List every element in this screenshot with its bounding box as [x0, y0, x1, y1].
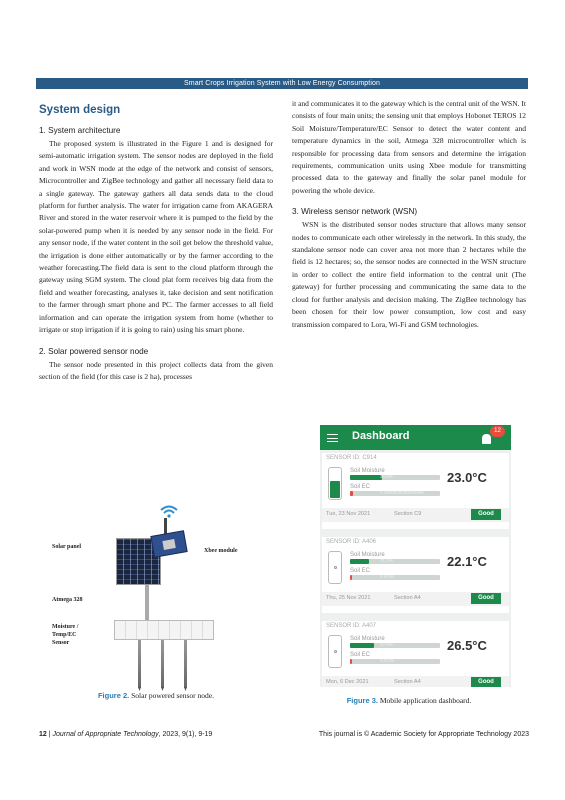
page-number: 12 [39, 731, 47, 738]
moisture-bar-fill [350, 475, 382, 480]
menu-icon[interactable] [327, 434, 338, 442]
sensor-probe [184, 640, 187, 688]
subsection-title-architecture: 1. System architecture [39, 126, 121, 135]
label-solar-panel: Solar panel [52, 544, 82, 550]
sensor-id: SENSOR ID: A407 [326, 623, 377, 629]
ec-label: Soil EC [350, 568, 371, 574]
sensor-probe [138, 640, 141, 688]
ec-label: Soil EC [350, 484, 371, 490]
wifi-icon [158, 504, 180, 520]
tank-fill [330, 481, 340, 498]
sensor-card-list [320, 450, 511, 687]
section-title: System design [39, 104, 121, 116]
card-footer [322, 592, 509, 606]
figure-3-app-screenshot [320, 425, 511, 687]
ec-value: 3.3745 [380, 658, 394, 663]
status-button[interactable]: Good [471, 593, 501, 604]
moisture-label: Soil Moisture [350, 552, 385, 558]
water-tank-gauge [328, 467, 342, 500]
water-tank-gauge [328, 635, 342, 668]
moisture-bar [350, 559, 440, 564]
ec-bar [350, 491, 440, 496]
ec-value: 3.5745 [380, 574, 394, 579]
sensor-probe [161, 640, 164, 688]
subsection-title-sensor-node: 2. Solar powered sensor node [39, 346, 149, 356]
journal-name: Journal of Appropriate Technology [52, 731, 159, 738]
reading-date: Tue, 23 Nov 2021 [326, 511, 371, 517]
subsection-title-wsn: 3. Wireless sensor network (WSN) [292, 207, 418, 217]
mount-pole [145, 585, 149, 620]
figure-2-number: Figure 2. [97, 691, 130, 700]
sensor-card[interactable] [322, 537, 509, 613]
sensor-card[interactable] [322, 621, 509, 687]
sensor-id: SENSOR ID: C914 [326, 455, 377, 461]
right-column [292, 98, 526, 331]
figure-3-number: Figure 3. [346, 696, 378, 705]
notification-badge: 12 [490, 426, 505, 437]
water-tank-gauge [328, 551, 342, 584]
label-moisture-1: Moisture / [52, 624, 79, 630]
temperature-reading: 23.0°C [447, 470, 487, 485]
paragraph-sensor-node: The sensor node presented in this project collects data from the given section of the field (for this case is 2 ha), processes [39, 359, 273, 381]
running-header: Smart Crops Irrigation System with Low Energy Consumption [36, 78, 528, 89]
moisture-bar-fill [350, 559, 369, 564]
paragraph-architecture: The proposed system is illustrated in the Figure 1 and is designed for semi-automatic irrigation system. The sensor nodes are deployed in the field and work in WSN mode at the edge of the network and consist of sensors, Microcontroller and ZigBee technology and gather all necessary field data to a single gateway. The gateway gathers all data sends data to the cloud platform for further analysis. The water for irrigation came from AKAGERA River and stored in the water reservoir where it is pumped to the field by the solar-powered pump when it is needed by any sensor node in the field. For any sensor node, if the water content in the soil get below the threshold value, the irrigation is done either automatically or by the farmer according to the weather forecasting.The field data is sent to the cloud platform through the gateway using SGM system. The cloud plat form receives big data from the field and weather forecasting, analyses it, take decision and sent notification to the farmer through smart phone and PC. The farmer accesses to all field information and can operate the irrigation system from home (whether to irrigate or stop irrigation if it is going to rain) using his smart phone. [39, 139, 273, 335]
temperature-reading: 26.5°C [447, 638, 487, 653]
moisture-value: 36.5% [380, 474, 393, 479]
paragraph-wsn: WSN is the distributed sensor nodes structure that allows many sensor nodes to communicate each other wirelessly in the network. In this study, the standalone sensor node can cover area not more than 2 hectares while the field is 12 hectares; so, the sensor nodes are connected in the WSN structure in order to collect the entire field information to the central unit (The gateway) for further processing and communicating the same data to the cloud for further analysis and decision making. The ZigBee technology has been chosen for their low power consumption, low cost and easy transmission compared to Lora, Wi-Fi and GSM technologies. [292, 220, 526, 329]
card-footer [322, 508, 509, 522]
app-bar [320, 425, 511, 450]
moisture-bar-fill [350, 643, 374, 648]
figure-3-caption [292, 696, 526, 705]
paragraph-sensor-node-continued: it and communicates it to the gateway which is the central unit of the WSN. It consists of four main units; the sensing unit that employs Hobonet TEROS 12 Soil Moisture/Temperature/EC Sensor to detect the water content and temperature dynamics in the soil, Atmega 328 microcontroller which is responsible for processing data from sensors and determine the irrigation requirements, communication units using Xbee module for transmitting processed data to the gateway and finally the solar panel module for powering the whole device. [292, 99, 526, 195]
app-title: Dashboard [352, 430, 410, 442]
figure-2-caption [39, 691, 273, 700]
reading-date: Thu, 25 Nov 2021 [326, 595, 371, 601]
xbee-board-graphic [150, 530, 187, 558]
figure-3-caption-text: Mobile application dashboard. [379, 696, 472, 705]
tank-empty-dot [334, 566, 337, 569]
status-button[interactable]: Good [471, 677, 501, 687]
field-section: Section C9 [394, 511, 422, 517]
label-moisture-3: Sensor [52, 640, 70, 646]
figure-2-caption-text: Solar powered sensor node. [131, 691, 215, 700]
reading-date: Mon, 6 Dec 2021 [326, 679, 369, 685]
status-button[interactable]: Good [471, 509, 501, 520]
ec-bar-fill [350, 491, 353, 496]
moisture-bar [350, 475, 440, 480]
footer-citation: 12 | Journal of Appropriate Technology, 2023, 9(1), 9-19 [39, 731, 213, 738]
card-footer [322, 676, 509, 687]
journal-citation: , 2023, 9(1), 9-19 [158, 731, 213, 738]
sensor-card[interactable] [322, 453, 509, 529]
sensor-enclosure [114, 620, 214, 640]
field-section: Section A4 [394, 679, 421, 685]
moisture-bar [350, 643, 440, 648]
field-section: Section A4 [394, 595, 421, 601]
ec-bar-fill [350, 659, 352, 664]
figure-2-sensor-node [52, 502, 260, 687]
tank-empty-dot [334, 650, 337, 653]
label-atmega: Atmega 328 [52, 597, 83, 603]
temperature-reading: 22.1°C [447, 554, 487, 569]
left-column [39, 98, 273, 383]
sensor-id: SENSOR ID: A406 [326, 539, 377, 545]
ec-value: 2.1000000000000000 [380, 490, 424, 495]
bell-icon[interactable] [482, 434, 491, 444]
ec-label: Soil EC [350, 652, 371, 658]
moisture-label: Soil Moisture [350, 468, 385, 474]
ec-bar-fill [350, 575, 352, 580]
label-xbee-module: Xbee module [204, 548, 238, 554]
label-moisture-2: Temp/EC [52, 632, 77, 638]
moisture-value: 27.6% [380, 642, 393, 647]
moisture-value: 21.2% [380, 558, 393, 563]
footer-copyright: This journal is © Academic Society for Appropriate Technology 2023 [318, 731, 529, 738]
moisture-label: Soil Moisture [350, 636, 385, 642]
ec-bar [350, 659, 440, 664]
ec-bar [350, 575, 440, 580]
